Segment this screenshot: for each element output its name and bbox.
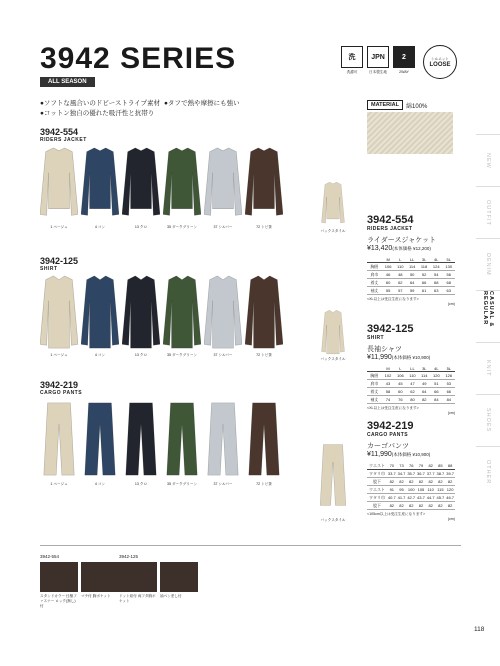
size-cell: 46 xyxy=(382,271,394,279)
color-label: 1 ベージュ xyxy=(50,482,68,486)
size-cell: 82 xyxy=(426,478,436,486)
size-cell: 57 xyxy=(394,287,406,295)
two-way-icon: 2 xyxy=(393,46,415,68)
size-cell: 42.7 xyxy=(407,495,416,500)
color-label: 13 クロ xyxy=(134,482,148,486)
size-cell: 51 xyxy=(430,380,442,388)
color-label: 1 ベージュ xyxy=(50,353,68,357)
size-cell: 118 xyxy=(418,263,430,271)
color-variant xyxy=(204,145,242,230)
color-label: 13 クロ xyxy=(134,353,148,357)
size-cell: 35.7 xyxy=(407,471,416,476)
size-cell: 66 xyxy=(430,388,442,396)
color-label: 37 シルバー xyxy=(213,225,233,229)
size-cell: 着丈 xyxy=(367,279,382,287)
size-cell: 82 xyxy=(387,478,397,486)
size-cell: 100 xyxy=(407,487,415,492)
color-variant xyxy=(40,273,78,358)
side-tab[interactable] xyxy=(476,290,500,342)
fabric-swatch xyxy=(367,112,453,154)
size-cell: 股下 xyxy=(367,478,387,486)
detail-photo xyxy=(40,562,78,592)
color-variants xyxy=(40,145,283,230)
size-cell: 49 xyxy=(418,380,430,388)
feature-bullets xyxy=(40,99,244,119)
back-style-label: バックスタイル xyxy=(320,229,346,233)
size-cell: 64 xyxy=(406,279,418,287)
size-cell: ワタリ巾 xyxy=(368,494,385,500)
size-cell: 120 xyxy=(430,372,442,380)
side-tab-label: OUTFIT xyxy=(485,199,491,226)
size-cell: 43 xyxy=(382,380,394,388)
size-cell: 84 xyxy=(430,396,442,404)
pants-illustration xyxy=(245,398,283,480)
color-variant xyxy=(81,273,119,358)
color-variant xyxy=(122,273,160,358)
size-cell: 115 xyxy=(437,487,444,492)
page-number: 118 xyxy=(474,626,485,633)
color-variant xyxy=(163,145,201,230)
size-cell: 着丈 xyxy=(367,388,382,396)
color-label: 35 ダークグリーン xyxy=(166,482,198,486)
size-cell: 37.7 xyxy=(426,471,435,476)
size-cell: 130 xyxy=(442,263,455,271)
detail-photo xyxy=(81,562,119,592)
product-name-jp: ライダースジャケット xyxy=(367,237,436,244)
spec-item xyxy=(393,46,415,75)
color-variant xyxy=(40,145,78,230)
pants-illustration xyxy=(163,398,201,480)
size-cell: 74 xyxy=(382,396,394,404)
material-tag: MATERIAL xyxy=(367,100,403,110)
size-cell: 胸囲 xyxy=(367,372,382,380)
size-cell: 82 xyxy=(397,502,407,510)
color-variant xyxy=(245,398,283,487)
jpn-icon: JPN xyxy=(367,46,389,68)
series-title: 3942 SERIES xyxy=(40,42,237,75)
size-header: 3L xyxy=(418,256,430,263)
size-cell: 95 xyxy=(397,486,407,494)
product-code: 3942-554 xyxy=(367,214,414,226)
jacket-illustration xyxy=(40,145,78,223)
washing-icon: 洗 xyxy=(341,46,363,68)
spec-item xyxy=(367,46,389,75)
section-heading xyxy=(40,256,78,272)
jacket-illustration xyxy=(204,145,242,223)
size-cell: 102 xyxy=(382,372,394,380)
section-code: 3942-219 xyxy=(40,380,79,390)
size-cell: 48 xyxy=(394,271,406,279)
size-cell: 61 xyxy=(418,287,430,295)
color-variant xyxy=(122,145,160,230)
pants-illustration xyxy=(204,398,242,480)
color-label: 4 コン xyxy=(94,225,106,229)
spec-caption: 洗濯可 xyxy=(346,70,358,74)
size-cell: 66 xyxy=(418,279,430,287)
side-tab-label: OTHER xyxy=(485,460,491,485)
size-cell: 袖丈 xyxy=(367,287,382,295)
color-variant xyxy=(204,398,242,487)
size-header: 5L xyxy=(443,365,455,372)
size-cell: 82 xyxy=(436,502,446,510)
size-cell: 84 xyxy=(443,396,455,404)
side-tab-label: NEW xyxy=(485,152,491,169)
size-cell: 82 xyxy=(426,502,436,510)
material-value: 綿100% xyxy=(406,103,428,110)
section-name: CARGO PANTS xyxy=(40,390,83,396)
detail-photo xyxy=(160,562,198,592)
detail-group xyxy=(40,562,119,609)
shirt-illustration xyxy=(40,273,78,351)
jacket-illustration xyxy=(81,145,119,223)
color-label: 72 トビ茶 xyxy=(256,225,272,229)
color-label: 72 トビ茶 xyxy=(256,353,272,357)
size-cell: 46.7 xyxy=(446,495,455,500)
size-cell: 肩巾 xyxy=(367,380,382,388)
color-variant xyxy=(245,145,283,230)
size-cell: 55 xyxy=(382,287,394,295)
side-tab[interactable] xyxy=(476,134,500,186)
size-cell: 胸囲 xyxy=(367,263,382,271)
size-header: ウエスト xyxy=(368,462,385,468)
side-tab-label: CASUAL & REGULAR xyxy=(482,291,494,328)
detail-group xyxy=(119,562,198,604)
side-tab-label: DENIM xyxy=(485,253,491,276)
size-cell: 34.7 xyxy=(397,471,406,476)
shirt-illustration xyxy=(245,273,283,351)
product-name-en: RIDERS JACKET xyxy=(367,226,413,232)
section-heading xyxy=(40,380,82,396)
pants-illustration xyxy=(40,398,78,480)
side-tab[interactable] xyxy=(476,446,500,498)
size-note: <XL以上は受注生産になります> xyxy=(367,406,419,410)
size-cell: 45 xyxy=(394,380,406,388)
feature-bullet: ●タフで熱や摩擦にも強い xyxy=(163,100,240,107)
size-cell: 110 xyxy=(394,263,406,271)
size-cell: 105 xyxy=(417,487,425,492)
product-price xyxy=(367,245,462,252)
detail-photo xyxy=(119,562,157,592)
jacket-illustration xyxy=(245,145,283,223)
size-cell: 62 xyxy=(407,388,419,396)
jacket-illustration xyxy=(317,181,349,227)
size-unit: (cm) xyxy=(447,517,455,521)
product-info xyxy=(367,420,462,521)
back-style-label: バックスタイル xyxy=(320,518,346,522)
size-cell: 82 xyxy=(416,478,426,486)
size-cell: 82 xyxy=(387,502,397,510)
size-cell: 股下 xyxy=(367,502,387,510)
size-header: 85 xyxy=(436,462,446,470)
size-cell: 106 xyxy=(394,372,406,380)
side-tab[interactable] xyxy=(476,342,500,394)
size-header: LL xyxy=(407,365,419,372)
pants-illustration xyxy=(81,398,119,480)
detail-group-heading: 3942-125 xyxy=(119,554,139,559)
size-note: <105cm以上は受注生産になります> xyxy=(367,512,426,516)
size-cell: 52 xyxy=(418,271,430,279)
size-cell: 53 xyxy=(443,380,455,388)
size-table xyxy=(367,365,455,404)
price-note: (本体価格 ¥12,200) xyxy=(392,246,431,251)
size-cell: 63 xyxy=(442,287,455,295)
product-name-jp: 長袖シャツ xyxy=(367,346,402,353)
detail-item xyxy=(119,562,157,604)
color-variants xyxy=(40,273,283,358)
size-cell: 60 xyxy=(394,388,406,396)
size-cell: 91 xyxy=(387,486,397,494)
size-cell: 82 xyxy=(445,502,455,510)
size-cell: 76 xyxy=(394,396,406,404)
spec-item xyxy=(341,46,363,75)
size-cell: 82 xyxy=(418,396,430,404)
size-cell: 110 xyxy=(407,372,419,380)
color-variant xyxy=(122,398,160,487)
color-variant xyxy=(163,398,201,487)
color-variant xyxy=(40,398,78,487)
product-name-en: SHIRT xyxy=(367,335,384,341)
spec-caption: 2WAY xyxy=(399,70,409,74)
price-value: ¥11,990 xyxy=(367,451,392,458)
category-side-tabs xyxy=(476,134,500,498)
feature-bullet: ●ソフトな風合いのドビーストライプ素材 xyxy=(40,100,160,107)
size-cell: 肩巾 xyxy=(367,271,382,279)
details-divider xyxy=(40,545,461,546)
product-name-jp: カーゴパンツ xyxy=(367,443,409,450)
size-cell: 袖丈 xyxy=(367,396,382,404)
section-heading xyxy=(40,127,87,143)
shirt-illustration xyxy=(317,309,349,355)
section-name: RIDERS JACKET xyxy=(40,137,87,143)
feature-bullet: ●コットン独自の優れた吸汗性と抗帯り xyxy=(40,110,155,117)
product-info xyxy=(367,323,462,415)
loose-label-small: シルエット xyxy=(431,56,449,61)
pants-illustration xyxy=(317,434,349,516)
detail-caption: 袖ペン差し付 xyxy=(160,594,182,598)
detail-item xyxy=(40,562,78,609)
color-label: 35 ダークグリーン xyxy=(166,353,198,357)
back-style xyxy=(317,434,349,523)
size-cell: 40.7 xyxy=(387,495,396,500)
side-tab[interactable] xyxy=(476,186,500,238)
size-header: 5L xyxy=(442,256,455,263)
size-table xyxy=(367,462,455,510)
size-cell: 43.7 xyxy=(417,495,425,500)
size-cell: 82 xyxy=(436,478,446,486)
size-cell: 45.7 xyxy=(436,495,445,500)
size-header: 4L xyxy=(430,365,442,372)
detail-group-heading: 3942-554 xyxy=(40,554,60,559)
price-note: (本体価格 ¥10,900) xyxy=(391,355,431,360)
side-tab[interactable] xyxy=(476,394,500,446)
size-cell: 110 xyxy=(427,487,434,492)
side-tab-label: KNIT xyxy=(485,360,491,377)
size-cell: 59 xyxy=(406,287,418,295)
color-label: 37 シルバー xyxy=(213,482,233,486)
size-cell: 82 xyxy=(445,478,455,486)
size-cell: 82 xyxy=(397,478,407,486)
color-variants xyxy=(40,398,283,487)
product-code: 3942-219 xyxy=(367,420,414,432)
size-header: 76 xyxy=(406,462,416,470)
color-variant xyxy=(245,273,283,358)
size-table xyxy=(367,256,455,295)
color-label: 1 ベージュ xyxy=(50,225,68,229)
size-cell: 60 xyxy=(382,279,394,287)
size-cell: 50 xyxy=(406,271,418,279)
detail-item xyxy=(160,562,198,604)
color-variant xyxy=(163,273,201,358)
detail-item xyxy=(81,562,119,609)
product-price xyxy=(367,451,462,458)
loose-label-big: LOOSE xyxy=(429,61,451,68)
size-cell: 54 xyxy=(430,271,442,279)
size-header: L xyxy=(394,365,406,372)
shirt-illustration xyxy=(122,273,160,351)
color-variant xyxy=(81,398,119,487)
jacket-illustration xyxy=(163,145,201,223)
size-cell: 80 xyxy=(407,396,419,404)
loose-badge xyxy=(423,45,457,79)
shirt-illustration xyxy=(81,273,119,351)
product-info xyxy=(367,214,462,306)
size-cell: 44.7 xyxy=(426,495,435,500)
size-cell: 82 xyxy=(406,478,416,486)
size-header: 82 xyxy=(426,462,436,470)
color-variant xyxy=(81,145,119,230)
size-cell: 120 xyxy=(446,487,454,492)
price-note: (本体価格 ¥10,900) xyxy=(391,452,431,457)
detail-caption: スタンドカラー 仕様ファスナー ロック(無し)付 xyxy=(40,594,77,608)
size-header: M xyxy=(382,365,394,372)
jacket-illustration xyxy=(122,145,160,223)
color-variant xyxy=(204,273,242,358)
size-cell: 47 xyxy=(407,380,419,388)
size-cell: 66 xyxy=(443,388,455,396)
size-cell: 58 xyxy=(382,388,394,396)
color-label: 4 コン xyxy=(94,353,106,357)
back-style xyxy=(317,309,349,362)
product-price xyxy=(367,354,462,361)
size-cell: 114 xyxy=(406,263,418,271)
size-header: M xyxy=(382,256,394,263)
shirt-illustration xyxy=(163,273,201,351)
size-cell: 68 xyxy=(442,279,455,287)
season-badge: ALL SEASON xyxy=(40,77,95,87)
price-value: ¥13,420 xyxy=(367,245,393,252)
size-header: LL xyxy=(406,256,418,263)
section-code: 3942-554 xyxy=(40,127,79,137)
size-cell: 64 xyxy=(418,388,430,396)
back-style xyxy=(317,181,349,234)
product-name-en: CARGO PANTS xyxy=(367,432,408,438)
price-value: ¥11,990 xyxy=(367,354,392,361)
size-note: <XL以上は受注生産になります> xyxy=(367,297,419,301)
spec-caption: 日本製生地 xyxy=(369,70,387,74)
size-header: 70 xyxy=(387,462,397,470)
size-header: 79 xyxy=(416,462,426,470)
size-cell: 82 xyxy=(406,502,416,510)
size-cell: 126 xyxy=(443,372,455,380)
size-cell: 33.7 xyxy=(387,471,396,476)
size-cell: 39.7 xyxy=(446,471,455,476)
size-header: 4L xyxy=(430,256,442,263)
size-unit: (cm) xyxy=(447,411,455,415)
size-cell: 62 xyxy=(394,279,406,287)
size-cell: 68 xyxy=(430,279,442,287)
size-cell: 38.7 xyxy=(436,471,445,476)
size-cell: ワタリ巾 xyxy=(368,470,385,476)
section-code: 3942-125 xyxy=(40,256,79,266)
size-header: L xyxy=(394,256,406,263)
color-label: 72 トビ茶 xyxy=(256,482,272,486)
material-info xyxy=(367,100,427,110)
side-tab[interactable] xyxy=(476,238,500,290)
size-cell: ウエスト xyxy=(368,486,385,492)
product-code: 3942-125 xyxy=(367,323,414,335)
color-label: 13 クロ xyxy=(134,225,148,229)
size-cell: 82 xyxy=(416,502,426,510)
size-cell: 124 xyxy=(430,263,442,271)
detail-caption: ドット釦付 両フタ胸ポケット xyxy=(119,594,156,603)
size-cell: 41.7 xyxy=(397,495,406,500)
section-name: SHIRT xyxy=(40,266,58,272)
spec-icons xyxy=(341,46,415,75)
detail-caption: マチ付 胸ポケット xyxy=(81,594,111,598)
size-cell: 36.7 xyxy=(417,471,425,476)
size-header: 3L xyxy=(418,365,430,372)
size-cell: 114 xyxy=(418,372,430,380)
color-label: 35 ダークグリーン xyxy=(166,225,198,229)
back-style-label: バックスタイル xyxy=(320,357,346,361)
size-header: 88 xyxy=(445,462,455,470)
shirt-illustration xyxy=(204,273,242,351)
size-unit: (cm) xyxy=(447,302,455,306)
side-tab-label: SHOES xyxy=(485,408,491,433)
color-label: 4 コン xyxy=(94,482,106,486)
size-cell: 106 xyxy=(382,263,394,271)
pants-illustration xyxy=(122,398,160,480)
size-header: 73 xyxy=(397,462,407,470)
size-cell: 56 xyxy=(442,271,455,279)
color-label: 37 シルバー xyxy=(213,353,233,357)
size-cell: 63 xyxy=(430,287,442,295)
